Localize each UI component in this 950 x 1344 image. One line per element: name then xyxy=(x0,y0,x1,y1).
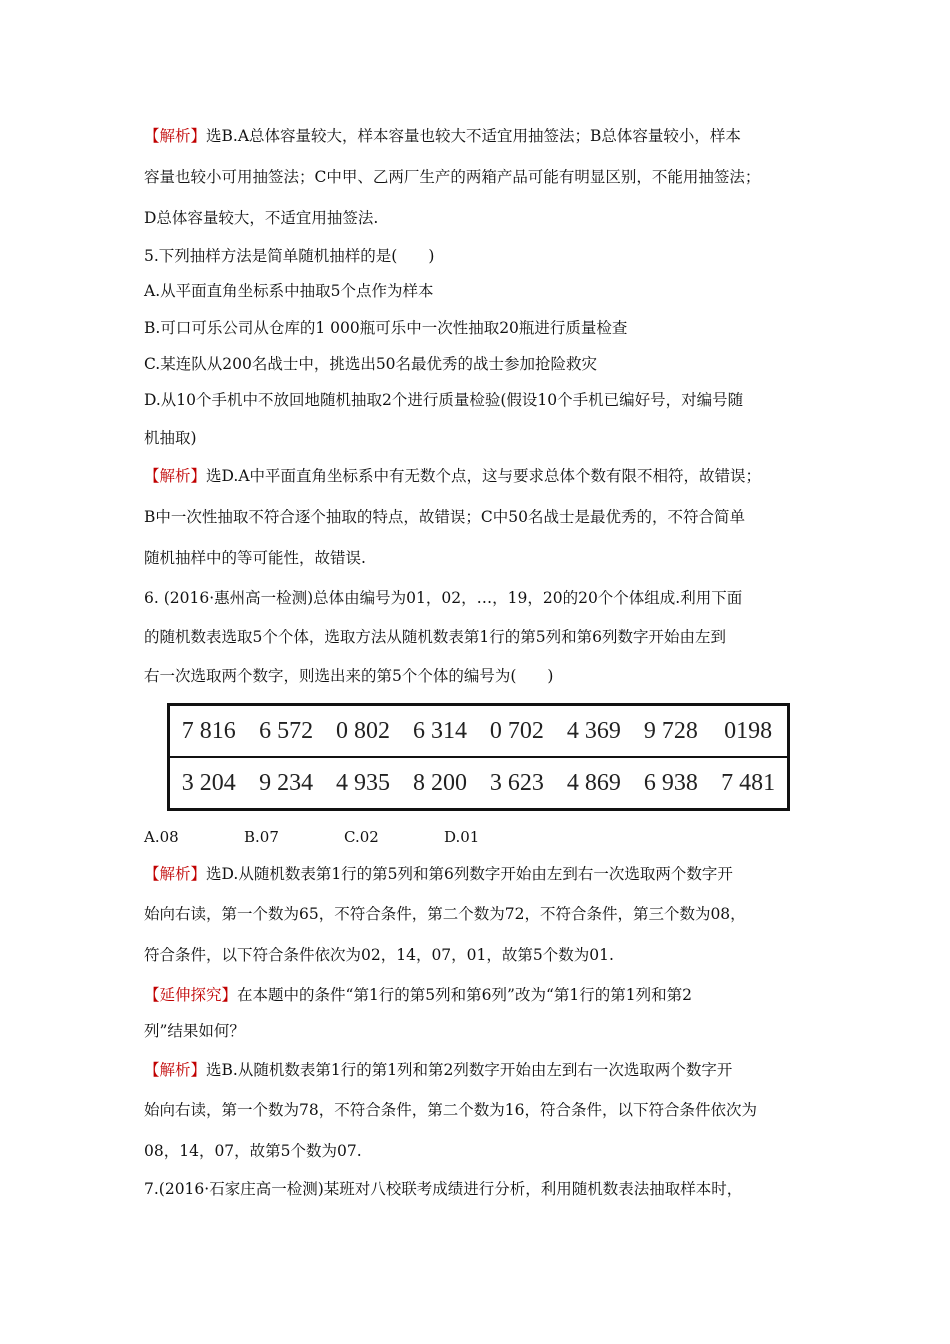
table-cell: 4 369 xyxy=(555,705,632,758)
q6-option-d: D.01 xyxy=(444,828,480,846)
extension-text: 在本题中的条件“第1行的第5列和第6列”改为“第1行的第1列和第2 xyxy=(237,986,692,1004)
q6-ext-analysis-line-3: 08，14，07，故第5个数为07. xyxy=(144,1142,362,1160)
q6-options xyxy=(144,828,544,846)
analysis-text: 选D.从随机数表第1行的第5列和第6列数字开始由左到右一次选取两个数字开 xyxy=(206,865,733,883)
table-cell: 3 204 xyxy=(181,769,236,796)
q6-ext-analysis-line-2: 始向右读，第一个数为78，不符合条件，第二个数为16，符合条件，以下符合条件依次为 xyxy=(144,1101,757,1119)
table-cell: 9 234 xyxy=(259,769,314,796)
q4-analysis-line-3: D总体容量较大，不适宜用抽签法. xyxy=(144,209,379,227)
table-cell: 6 938 xyxy=(643,769,698,796)
table-cell: 9 728 xyxy=(632,705,709,758)
q5-analysis-line-2: B中一次性抽取不符合逐个抽取的特点，故错误；C中50名战士是最优秀的，不符合简单 xyxy=(144,508,745,526)
q4-analysis-line-2: 容量也较小可用抽签法；C中甲、乙两厂生产的两箱产品可能有明显区别，不能用抽签法； xyxy=(144,168,761,186)
q6-stem-line-2: 的随机数表选取5个个体，选取方法从随机数表第1行的第5列和第6列数字开始由左到 xyxy=(144,628,726,646)
q6-extension-line-1 xyxy=(144,985,692,1005)
q5-stem: 5.下列抽样方法是简单随机抽样的是( ) xyxy=(144,247,435,265)
extension-tag: 【延伸探究】 xyxy=(144,986,238,1004)
q5-option-d-cont: 机抽取) xyxy=(144,429,197,447)
analysis-text: 选B.从随机数表第1行的第1列和第2列数字开始由左到右一次选取两个数字开 xyxy=(206,1061,733,1079)
q5-analysis-line-3: 随机抽样中的等可能性，故错误. xyxy=(144,549,366,567)
table-cell: 0198 xyxy=(709,705,788,758)
table-cell: 0 802 xyxy=(325,705,402,758)
table-row xyxy=(169,705,789,758)
table-cell: 7 481 xyxy=(721,769,776,796)
q6-stem-line-3: 右一次选取两个数字，则选出来的第5个个体的编号为( ) xyxy=(144,667,554,685)
table-cell: 0 702 xyxy=(478,705,555,758)
table-cell: 6 572 xyxy=(248,705,325,758)
q5-analysis-line-1 xyxy=(144,466,761,486)
q6-stem-line-1: 6. (2016·惠州高一检测)总体由编号为01，02，…，19，20的20个个体组成.利用下面 xyxy=(144,589,743,607)
q6-analysis-line-2: 始向右读，第一个数为65，不符合条件，第二个数为72，不符合条件，第三个数为08， xyxy=(144,905,746,923)
q6-analysis-line-3: 符合条件，以下符合条件依次为02，14，07，01，故第5个数为01. xyxy=(144,946,614,964)
table-row xyxy=(169,757,789,810)
analysis-tag: 【解析】 xyxy=(144,865,207,883)
analysis-tag: 【解析】 xyxy=(144,467,207,485)
q6-option-b: B.07 xyxy=(244,828,279,846)
q6-extension-line-2: 列”结果如何？ xyxy=(144,1022,245,1040)
analysis-text: 选D.A中平面直角坐标系中有无数个点，这与要求总体个数有限不相符，故错误； xyxy=(206,467,762,485)
table-cell: 4 869 xyxy=(566,769,621,796)
analysis-text: 选B.A总体容量较大，样本容量也较大不适宜用抽签法；B总体容量较小，样本 xyxy=(206,127,741,145)
q6-ext-analysis-line-1 xyxy=(144,1060,732,1080)
q6-option-c: C.02 xyxy=(344,828,379,846)
q5-option-c: C.某连队从200名战士中，挑选出50名最优秀的战士参加抢险救灾 xyxy=(144,355,598,373)
random-number-table xyxy=(167,703,790,811)
q5-option-b: B.可口可乐公司从仓库的1 000瓶可乐中一次性抽取20瓶进行质量检查 xyxy=(144,319,628,337)
table-cell: 7 816 xyxy=(169,705,248,758)
q4-analysis-line-1 xyxy=(144,126,741,146)
q6-analysis-line-1 xyxy=(144,864,733,884)
q5-option-d: D.从10个手机中不放回地随机抽取2个进行质量检验(假设10个手机已编好号，对编号随 xyxy=(144,391,744,409)
q7-stem: 7.(2016·石家庄高一检测)某班对八校联考成绩进行分析，利用随机数表法抽取样本时， xyxy=(144,1180,743,1198)
table-cell: 3 623 xyxy=(489,769,544,796)
table-cell: 8 200 xyxy=(412,769,467,796)
q5-option-a: A.从平面直角坐标系中抽取5个点作为样本 xyxy=(144,282,434,300)
table-cell: 6 314 xyxy=(402,705,479,758)
q6-option-a: A.08 xyxy=(144,828,179,846)
table-cell: 4 935 xyxy=(336,769,391,796)
analysis-tag: 【解析】 xyxy=(144,127,207,145)
analysis-tag: 【解析】 xyxy=(144,1061,207,1079)
